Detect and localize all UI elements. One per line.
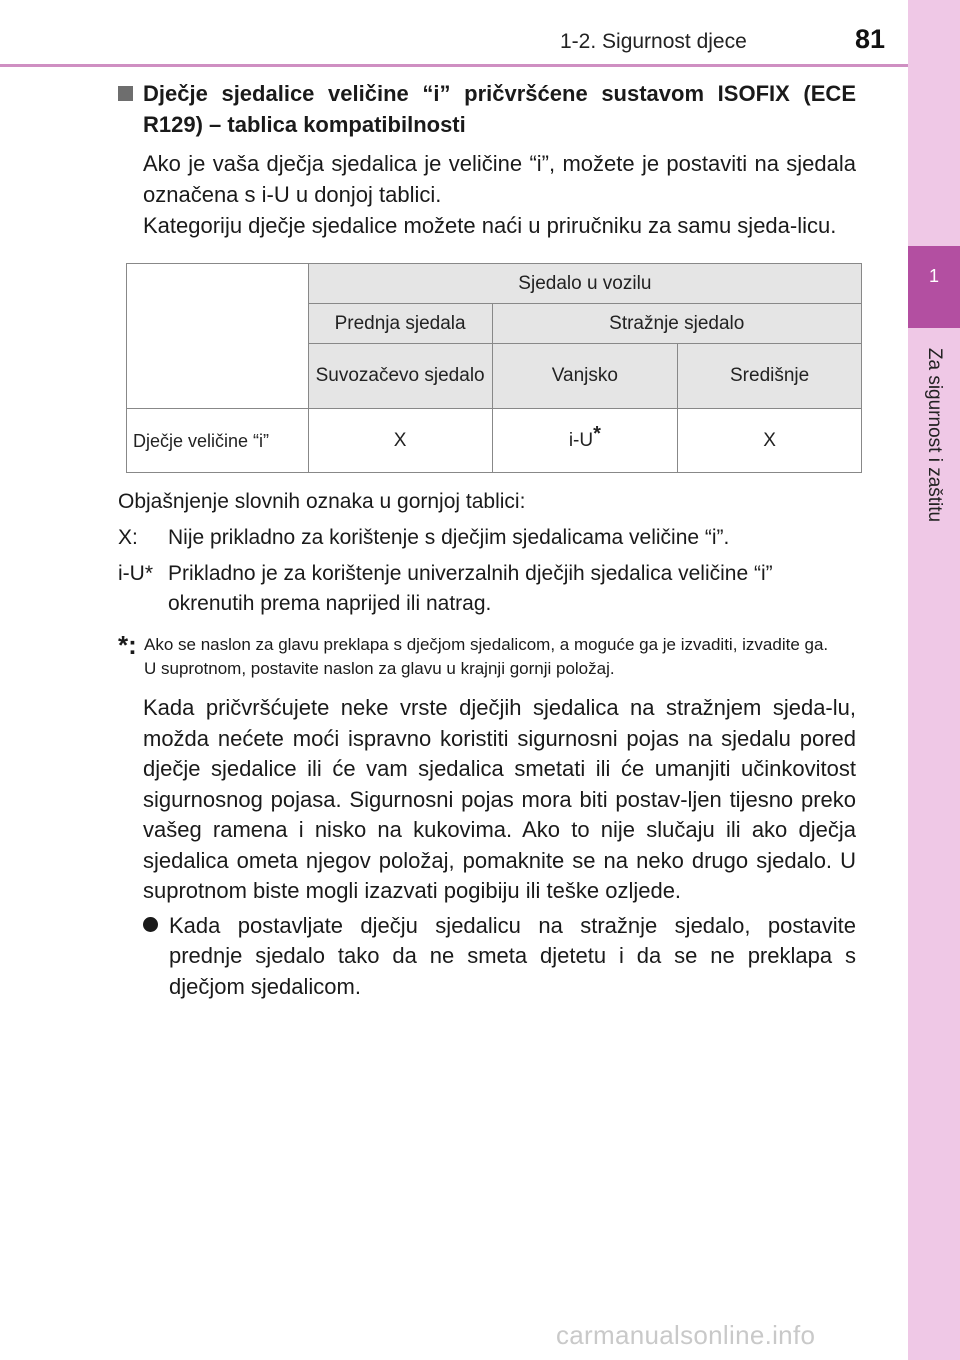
table-cell-center: X [678,409,862,473]
table-header-vehicle-seat: Sjedalo u vozilu [308,264,861,304]
legend-intro: Objašnjenje slovnih oznaka u gornjoj tablici: [118,490,526,513]
legend-code: X: [118,526,138,549]
table-row-label: Dječje veličine “i” [127,409,309,473]
legend-text: Prikladno je za korištenje univerzalnih dječjih sjedalica veličine “i” okrenutih prema naprijed ili natrag. [168,562,773,615]
table-cell-passenger: X [308,409,492,473]
footnote-line-1: Ako se naslon za glavu preklapa s dječjom sjedalicom, a moguće ga je izvaditi, izvadite ga. [144,635,829,654]
table-header-center: Središnje [678,344,862,409]
section-heading [118,78,856,140]
bullet-item [118,911,856,1003]
legend-item [118,523,856,553]
page-number: 81 [855,24,886,54]
round-bullet-icon [143,911,169,1003]
table-header-rear: Stražnje sjedalo [492,304,861,344]
table-corner-cell [127,264,309,409]
footnote-line-2: U suprotnom, postavite naslon za glavu u krajnji gornji položaj. [144,659,615,678]
watermark: carmanualsonline.info [556,1320,816,1350]
chapter-title: Za sigurnost i zaštitu [924,347,945,523]
table-header-outer: Vanjsko [492,344,678,409]
table-cell-outer-value: i-U [568,429,594,451]
intro-line-2: Kategoriju dječje sjedalice možete naći u priručniku za samu sjeda-licu. [143,213,837,238]
intro-paragraph [118,148,856,241]
table-header-passenger: Suvozačevo sjedalo [308,344,492,409]
footnote-text [144,633,856,681]
compatibility-table [126,263,862,473]
legend-item [118,559,856,619]
section-heading-text: Dječje sjedalice veličine “i” pričvršćene sustavom ISOFIX (ECE R129) – tablica kompatibilnosti [143,81,856,137]
chapter-tab-marker [908,246,960,328]
legend-code: i-U* [118,562,153,585]
page-content [118,78,856,1002]
square-bullet-icon [118,86,133,101]
footnote [118,630,856,681]
table-header-front: Prednja sjedala [308,304,492,344]
intro-line-1: Ako je vaša dječja sjedalica je veličine “i”, možete je postaviti na sjedala označena s i-U u donjoj tablici. [143,151,856,207]
section-title: 1-2. Sigurnost djece [560,30,747,53]
table-cell-outer [492,409,678,473]
chapter-tab-strip [908,0,960,1360]
footnote-mark: *: [118,630,137,660]
legend-text: Nije prikladno za korištenje s dječjim sjedalicama veličine “i”. [168,526,730,549]
warning-paragraph: Kada pričvršćujete neke vrste dječjih sjedalica na stražnjem sjeda-lu, možda nećete moći ispravno koristiti sigurnosni pojas na sjedalu pored dječje sjedalice ili će vam sjedalica smetati ili će umanjiti učinkovitost sigurnosnog pojasa. Sigurnosni pojas mora biti postav-ljen tijesno preko vašeg ramena i nisko na kukovima. Ako to nije slučaju ili ako dječja sjedalica ometa njegov položaj, pomaknite se na neko drugo sjedalo. U suprotnom biste mogli izazvati pogibiju ili teške ozljede. [143,695,856,903]
asterisk-mark: * [593,422,601,445]
bullet-text: Kada postavljate dječju sjedalicu na stražnje sjedalo, postavite prednje sjedalo tako da ne smeta djetetu i da se ne preklapa s dječjom sjedalicom. [169,912,856,999]
chapter-number: 1 [928,266,939,286]
header-rule [0,64,908,67]
